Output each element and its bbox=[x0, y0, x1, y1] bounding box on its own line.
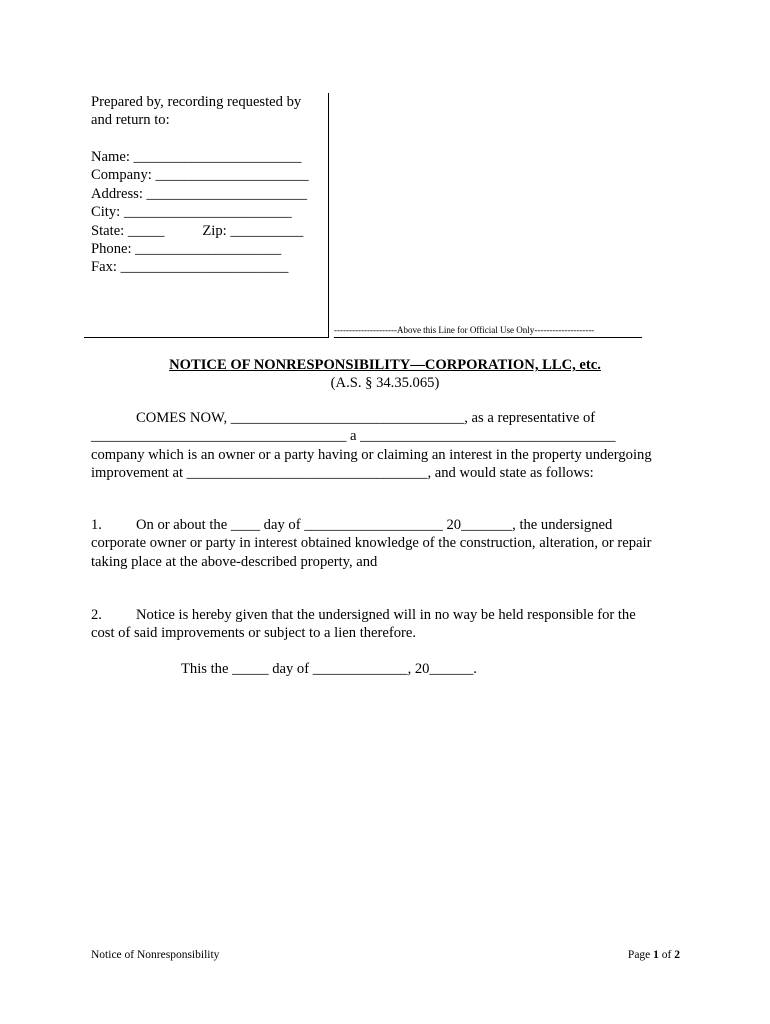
comes-now-line1: COMES NOW, ________________________________, as a representative of bbox=[136, 410, 596, 426]
state-zip-row bbox=[91, 222, 309, 240]
page-of: of bbox=[658, 949, 675, 961]
item-2-line1: Notice is hereby given that the undersigned will in no way be held responsible for the bbox=[136, 607, 636, 623]
prepared-by-line2: and return to: bbox=[91, 112, 170, 129]
comes-now-paragraph bbox=[91, 409, 681, 483]
page-current: 1 bbox=[653, 949, 659, 961]
horizontal-divider bbox=[84, 337, 329, 338]
item-2-line2: cost of said improvements or subject to a lien therefore. bbox=[91, 625, 417, 642]
comes-now-line2: ___________________________________ a ___________________________________ bbox=[91, 428, 616, 445]
page-prefix: Page bbox=[627, 949, 654, 961]
item-2-paragraph bbox=[91, 606, 681, 643]
city-field: City: _______________________ bbox=[91, 204, 292, 221]
item-1-paragraph bbox=[91, 516, 681, 571]
company-field: Company: _____________________ bbox=[91, 167, 309, 184]
document-title-text: NOTICE OF NONRESPONSIBILITY—CORPORATION, LLC, etc. bbox=[169, 357, 601, 373]
item-1-line2: corporate owner or party in interest obtained knowledge of the construction, alteration, or repair bbox=[91, 535, 652, 552]
page-total: 2 bbox=[674, 949, 680, 961]
address-field: Address: ______________________ bbox=[91, 185, 308, 202]
phone-field: Phone: ____________________ bbox=[91, 240, 282, 257]
vertical-divider bbox=[328, 93, 329, 338]
item-2-number: 2. bbox=[91, 607, 102, 623]
page-number bbox=[628, 948, 680, 962]
document-title bbox=[0, 356, 770, 374]
footer-title: Notice of Nonresponsibility bbox=[91, 949, 220, 961]
return-to-fields bbox=[91, 148, 309, 277]
comes-now-line3: company which is an owner or a party having or claiming an interest in the property undergoing bbox=[91, 446, 652, 463]
date-line: This the _____ day of _____________, 20______. bbox=[181, 661, 477, 677]
prepared-by-line1: Prepared by, recording requested by bbox=[91, 94, 302, 110]
zip-field: Zip: __________ bbox=[202, 222, 304, 239]
fax-field: Fax: _______________________ bbox=[91, 259, 289, 276]
state-field: State: _____ bbox=[91, 222, 165, 239]
comes-now-line4: improvement at _________________________________, and would state as follows: bbox=[91, 465, 594, 482]
item-1-line1: On or about the ____ day of ___________________ 20_______, the undersigned bbox=[136, 517, 613, 533]
name-field: Name: _______________________ bbox=[91, 149, 302, 165]
official-use-line: ---------------------Above this Line for Official Use Only-------------------- bbox=[334, 325, 642, 338]
prepared-by-block bbox=[91, 93, 319, 130]
statute-reference: (A.S. § 34.35.065) bbox=[330, 375, 440, 391]
item-1-number: 1. bbox=[91, 517, 102, 533]
item-1-line3: taking place at the above-described property, and bbox=[91, 553, 378, 570]
